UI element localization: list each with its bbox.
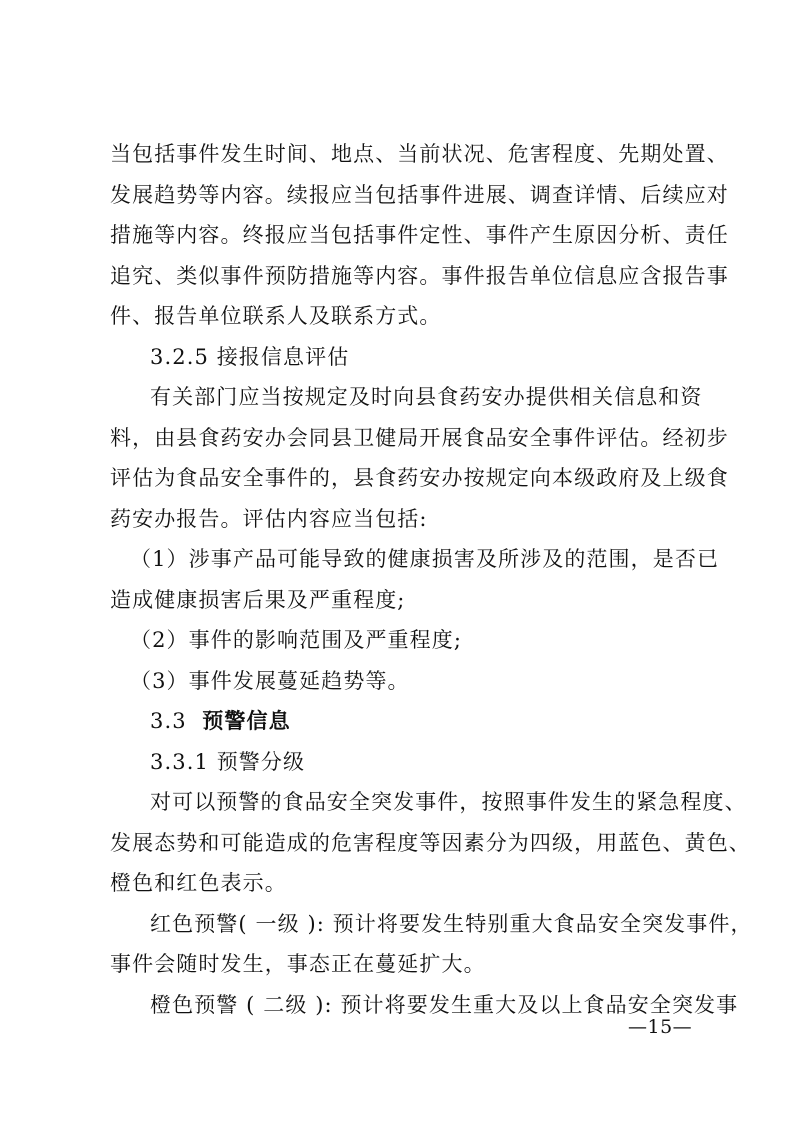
body-text-line: 造成健康损害后果及严重程度; [110,588,406,612]
body-text-line: 当包括事件发生时间、地点、当前状况、危害程度、先期处置、 [110,142,729,166]
section-title: 预警信息 [202,709,291,733]
body-text-line: 事件会随时发生，事态正在蔓延扩大。 [110,952,486,976]
page-number: —15— [628,1016,693,1038]
section-heading-3-3-1: 3.3.1 预警分级 [150,750,306,774]
body-text-line: 发展态势和可能造成的危害程度等因素分为四级，用蓝色、黄色、 [110,831,751,855]
body-text-line: 橙色和红色表示。 [110,871,287,895]
section-heading-3-3 [150,707,291,735]
section-number: 3.3 [150,709,187,733]
body-text-line: 料，由县食药安办会同县卫健局开展食品安全事件评估。经初步 [110,426,729,450]
list-item-3: （3）事件发展蔓延趋势等。 [130,669,410,693]
body-text-line: 发展趋势等内容。续报应当包括事件进展、调查详情、后续应对 [110,183,729,207]
body-text-line: 对可以预警的食品安全突发事件，按照事件发生的紧急程度、 [150,790,747,814]
list-item-2: （2）事件的影响范围及严重程度; [130,628,463,652]
body-text-line: 件、报告单位联系人及联系方式。 [110,304,442,328]
body-text-line: 药安办报告。评估内容应当包括: [110,507,428,531]
body-text-line: 红色预警( 一级 ): 预计将要发生特别重大食品安全突发事件， [150,912,753,936]
body-text-line: 追究、类似事件预防措施等内容。事件报告单位信息应含报告事 [110,264,729,288]
body-text-line: 措施等内容。终报应当包括事件定性、事件产生原因分析、责任 [110,223,729,247]
body-text-line: 评估为食品安全事件的，县食药安办按规定向本级政府及上级食 [110,466,729,490]
section-heading-3-2-5: 3.2.5 接报信息评估 [150,345,350,369]
body-text-line: 橙色预警 ( 二级 ): 预计将要发生重大及以上食品安全突发事 [150,993,739,1017]
body-text-line: 有关部门应当按规定及时向县食药安办提供相关信息和资 [150,385,703,409]
list-item-1: （1）涉事产品可能导致的健康损害及所涉及的范围，是否已 [130,547,720,571]
